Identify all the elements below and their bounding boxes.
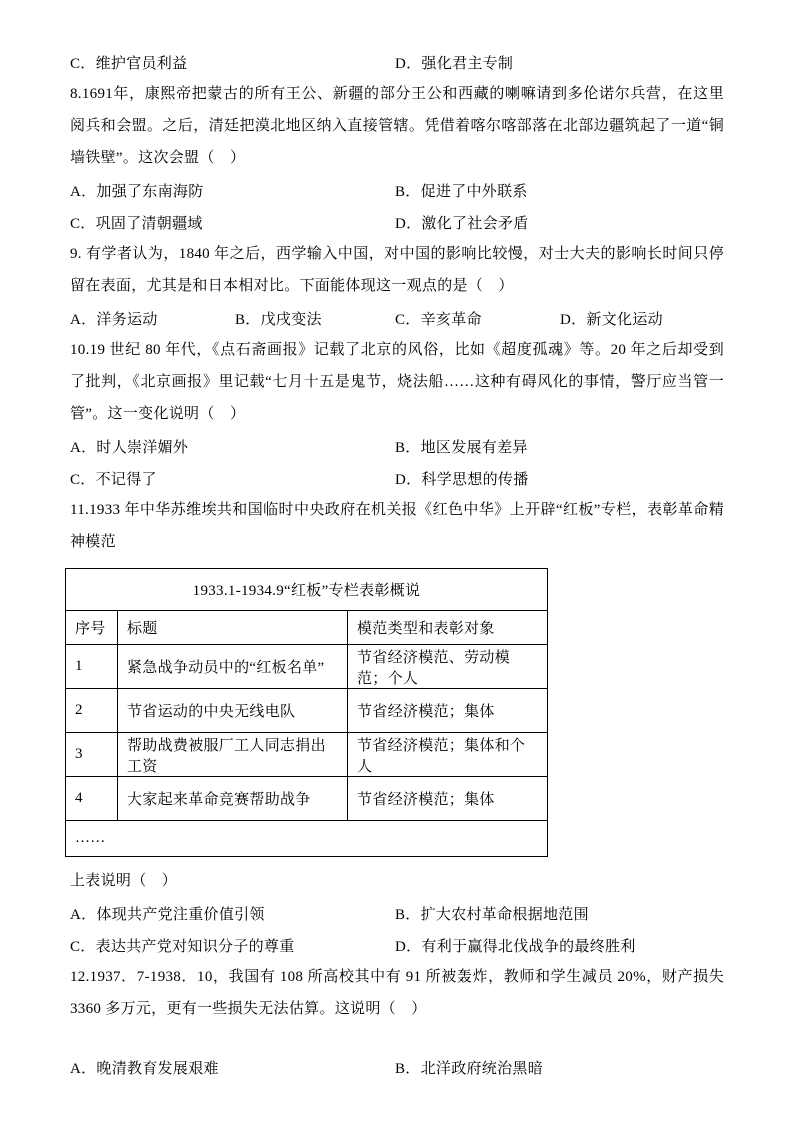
table-ellipsis-row (66, 821, 548, 857)
q11-option-a: A．体现共产党注重价值引领 (70, 906, 265, 923)
q11-option-c: C．表达共产党对知识分子的尊重 (70, 938, 295, 955)
q9-option-b: B．戊戌变法 (235, 311, 322, 328)
q10-options-row-1 (70, 430, 724, 462)
q7-option-c: C．维护官员利益 (70, 55, 188, 72)
hongban-table (65, 568, 548, 857)
table-row (66, 777, 548, 821)
table-row (66, 689, 548, 733)
q12-options-row-1 (70, 1051, 724, 1083)
table-title-row (66, 569, 548, 611)
table-title: 1933.1-1934.9“红板”专栏表彰概说 (66, 569, 548, 611)
table-header-row (66, 611, 548, 645)
cell-seq: 2 (66, 689, 118, 733)
table-row (66, 733, 548, 777)
cell-type: 节省经济模范、劳动模范；个人 (348, 645, 548, 689)
q11-option-b: B．扩大农村革命根据地范围 (395, 906, 589, 923)
q11-options-row-1 (70, 897, 724, 929)
q9-option-d: D．新文化运动 (560, 311, 663, 328)
table-row (66, 645, 548, 689)
q8-stem: 8.1691年，康熙帝把蒙古的所有王公、新疆的部分王公和西藏的喇嘛请到多伦诺尔兵营，在这里阅兵和会盟。之后，清廷把漠北地区纳入直接管辖。凭借着喀尔喀部落在北部边疆筑起了一道“铜墙铁壁”。这次会盟（ ） (70, 86, 724, 166)
cell-type: 节省经济模范；集体和个人 (348, 733, 548, 777)
cell-title: 大家起来革命竞赛帮助战争 (118, 777, 348, 821)
header-type: 模范类型和表彰对象 (348, 611, 548, 645)
cell-title: 节省运动的中央无线电队 (118, 689, 348, 733)
q10-option-a: A．时人崇洋媚外 (70, 439, 189, 456)
cell-seq: 3 (66, 733, 118, 777)
q7-option-d: D．强化君主专制 (395, 55, 514, 72)
q12-option-a: A．晚清教育发展艰难 (70, 1060, 219, 1077)
q8-option-c: C．巩固了清朝疆域 (70, 215, 203, 232)
q11-options-row-2 (70, 929, 724, 961)
q10-option-b: B．地区发展有差异 (395, 439, 528, 456)
q8-option-b: B．促进了中外联系 (395, 183, 528, 200)
header-seq: 序号 (66, 611, 118, 645)
q12-option-b: B．北洋政府统治黑暗 (395, 1060, 544, 1077)
q9-options-row (70, 302, 724, 334)
q10-option-c: C．不记得了 (70, 471, 157, 488)
q7-options-row (70, 46, 724, 78)
cell-title: 紧急战争动员中的“红板名单” (118, 645, 348, 689)
q12-stem: 12.1937．7-1938．10，我国有 108 所高校其中有 91 所被轰炸，教师和学生减员 20%，财产损失 3360 多万元，更有一些损失无法估算。这说明（ ） (70, 969, 724, 1017)
table-ellipsis: …… (66, 821, 548, 857)
q8-option-d: D．激化了社会矛盾 (395, 215, 529, 232)
q9-option-a: A．洋务运动 (70, 311, 158, 328)
cell-seq: 1 (66, 645, 118, 689)
q8-option-a: A．加强了东南海防 (70, 183, 204, 200)
q10-stem: 10.19 世纪 80 年代，《点石斋画报》记载了北京的风俗，比如《超度孤魂》等。20 年之后却受到了批判，《北京画报》里记载“七月十五是鬼节，烧法船……这种有碍风化的事情，警厅应当管一管”。这一变化说明（ ） (70, 342, 724, 422)
q11-option-d: D．有利于赢得北伐战争的最终胜利 (395, 938, 636, 955)
q9-stem: 9. 有学者认为，1840 年之后，西学输入中国，对中国的影响比较慢，对士大夫的影响长时间只停留在表面，尤其是和日本相对比。下面能体现这一观点的是（ ） (70, 246, 724, 294)
cell-type: 节省经济模范；集体 (348, 689, 548, 733)
q9-option-c: C．辛亥革命 (395, 311, 482, 328)
q11-prompt: 上表说明（ ） (70, 873, 178, 889)
q10-options-row-2 (70, 462, 724, 494)
q8-options-row-1 (70, 174, 724, 206)
cell-type: 节省经济模范；集体 (348, 777, 548, 821)
header-title: 标题 (118, 611, 348, 645)
q11-intro: 11.1933 年中华苏维埃共和国临时中央政府在机关报《红色中华》上开辟“红板”专栏，表彰革命精神模范 (70, 502, 724, 550)
cell-seq: 4 (66, 777, 118, 821)
q10-option-d: D．科学思想的传播 (395, 471, 529, 488)
q8-options-row-2 (70, 206, 724, 238)
cell-title: 帮助战费被服厂工人同志捐出工资 (118, 733, 348, 777)
